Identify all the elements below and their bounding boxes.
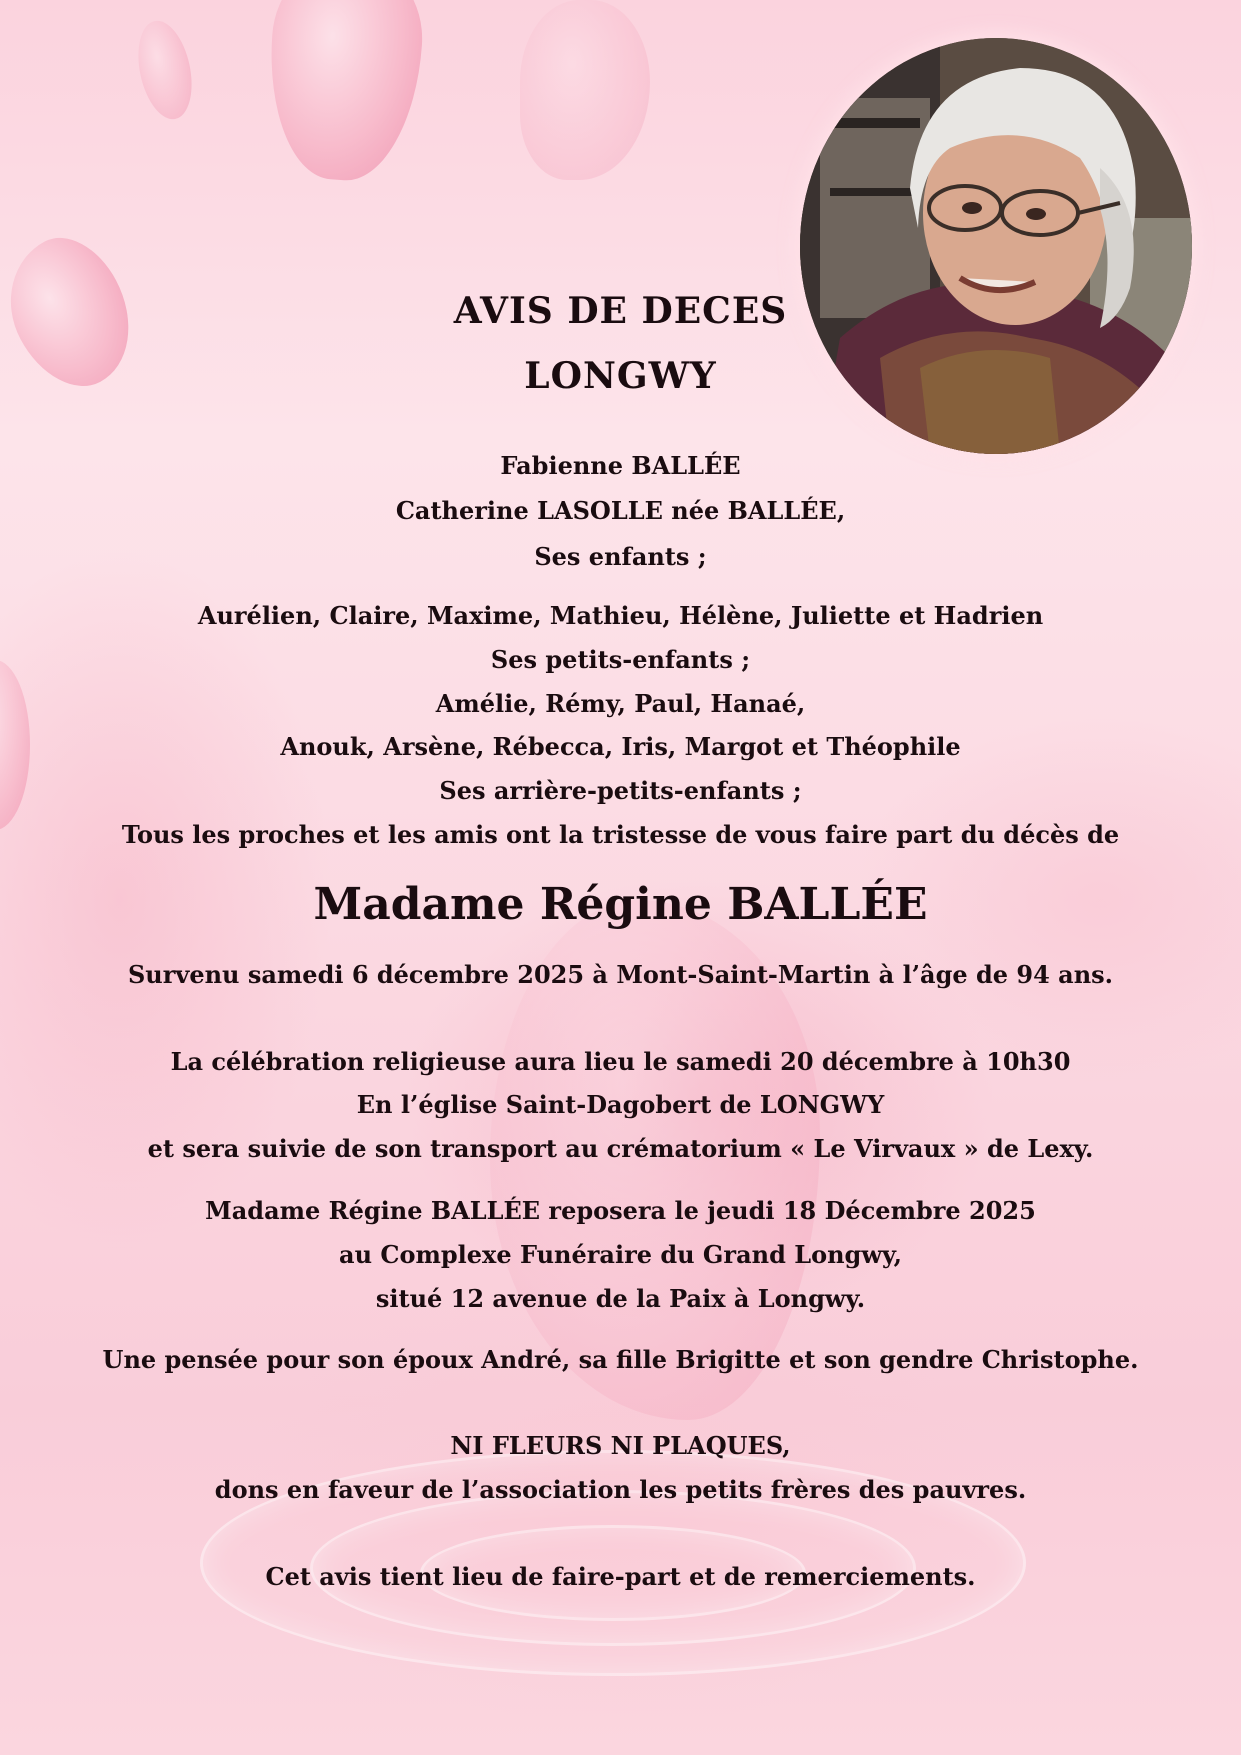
notice-title: AVIS DE DECES (453, 290, 788, 332)
flowers-notice: NI FLEURS NI PLAQUES, (450, 1431, 791, 1460)
viewing-line: Madame Régine BALLÉE reposera le jeudi 18 Décembre 2025 (205, 1196, 1036, 1225)
petal-decoration (263, 0, 428, 185)
grandchildren-label: Ses petits-enfants ; (490, 645, 751, 674)
viewing-line: situé 12 avenue de la Paix à Longwy. (375, 1284, 866, 1313)
announcement-text: Tous les proches et les amis ont la tristesse de vous faire part du décès de (121, 820, 1120, 849)
great-grandchildren-names: Amélie, Rémy, Paul, Hanaé, (435, 689, 806, 718)
children-label: Ses enfants ; (534, 542, 707, 571)
viewing-line: au Complexe Funéraire du Grand Longwy, (339, 1240, 902, 1269)
petal-decoration (130, 16, 200, 124)
donation-text: dons en faveur de l’association les petits frères des pauvres. (214, 1475, 1027, 1504)
grandchildren-names: Aurélien, Claire, Maxime, Mathieu, Hélène, Juliette et Hadrien (197, 601, 1044, 630)
petal-decoration (0, 660, 30, 830)
memory-text: Une pensée pour son époux André, sa fille Brigitte et son gendre Christophe. (102, 1345, 1139, 1374)
deceased-name: Madame Régine BALLÉE (313, 879, 928, 930)
ceremony-line: et sera suivie de son transport au crématorium « Le Virvaux » de Lexy. (147, 1134, 1094, 1163)
ceremony-line: En l’église Saint-Dagobert de LONGWY (356, 1090, 885, 1119)
child-name: Fabienne BALLÉE (500, 451, 741, 480)
great-grandchildren-names: Anouk, Arsène, Rébecca, Iris, Margot et Théophile (280, 732, 961, 761)
ceremony-line: La célébration religieuse aura lieu le samedi 20 décembre à 10h30 (170, 1047, 1071, 1076)
closing-text: Cet avis tient lieu de faire-part et de remerciements. (265, 1562, 976, 1591)
notice-city: LONGWY (524, 355, 717, 397)
death-info: Survenu samedi 6 décembre 2025 à Mont-Saint-Martin à l’âge de 94 ans. (127, 960, 1114, 989)
great-grandchildren-label: Ses arrière-petits-enfants ; (439, 776, 802, 805)
petal-decoration (520, 0, 650, 180)
child-name: Catherine LASOLLE née BALLÉE, (395, 496, 846, 525)
